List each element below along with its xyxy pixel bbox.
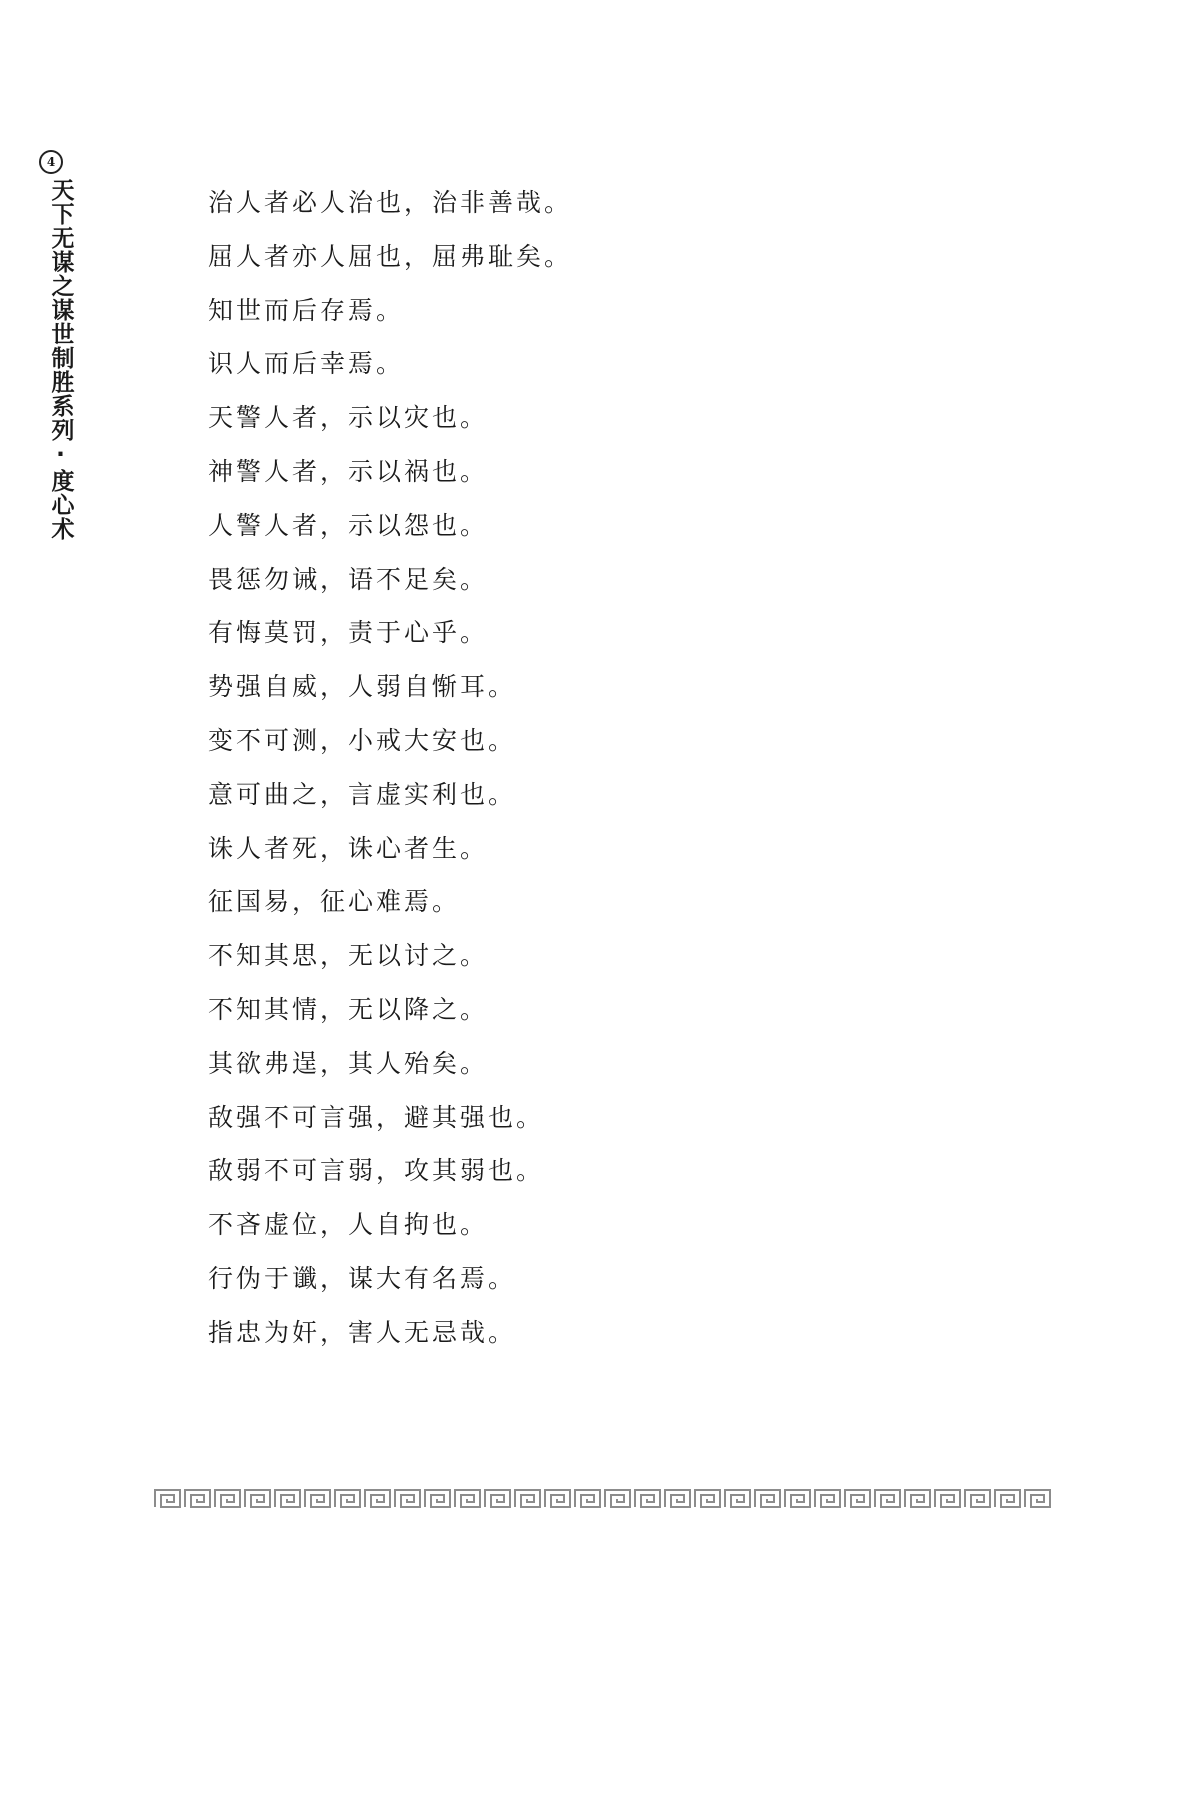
fret-unit <box>845 1490 870 1507</box>
fret-unit <box>515 1490 540 1507</box>
verse-line: 识人而后幸焉。 <box>208 349 405 379</box>
fret-unit <box>275 1490 300 1507</box>
verse-line: 变不可测，小戒大安也。 <box>208 725 517 755</box>
verse-line: 敌强不可言强，避其强也。 <box>208 1102 545 1132</box>
page-number: 4 <box>39 150 63 174</box>
fret-unit <box>545 1490 570 1507</box>
fret-unit <box>1025 1490 1050 1507</box>
verse-line: 知世而后存焉。 <box>208 295 405 325</box>
verse-line: 治人者必人治也，治非善哉。 <box>208 188 573 217</box>
verse-line: 势强自威，人弱自惭耳。 <box>208 672 517 702</box>
series-title: 天下无谋之谋世制胜系列·度心术 <box>47 178 74 541</box>
verse-line: 屈人者亦人屈也，屈弗耻矣。 <box>208 241 573 271</box>
verse-line: 指忠为奸，害人无忌哉。 <box>208 1317 517 1347</box>
fret-unit <box>455 1490 480 1507</box>
fret-unit <box>905 1490 930 1507</box>
decorative-fret-border <box>153 1487 1073 1511</box>
verse-list <box>208 176 572 1360</box>
running-header <box>34 150 74 541</box>
fret-unit <box>335 1490 360 1507</box>
fret-unit <box>485 1490 510 1507</box>
fret-unit <box>725 1490 750 1507</box>
fret-unit <box>815 1490 840 1507</box>
fret-unit <box>575 1490 600 1507</box>
verse-line: 征国易，征心难焉。 <box>208 887 461 917</box>
fret-unit <box>305 1490 330 1507</box>
fret-unit <box>605 1490 630 1507</box>
verse-line: 不吝虚位，人自拘也。 <box>208 1210 489 1240</box>
fret-pattern <box>155 1490 1050 1507</box>
verse-line: 不知其情，无以降之。 <box>208 994 489 1024</box>
verse-line: 有悔莫罚，责于心乎。 <box>208 618 489 648</box>
fret-unit <box>695 1490 720 1507</box>
verse-line: 行伪于谶，谋大有名焉。 <box>208 1263 517 1293</box>
fret-unit <box>395 1490 420 1507</box>
fret-unit <box>965 1490 990 1507</box>
verse-line: 神警人者，示以祸也。 <box>208 456 489 486</box>
fret-unit <box>935 1490 960 1507</box>
fret-unit <box>215 1490 240 1507</box>
verse-line: 天警人者，示以灾也。 <box>208 403 489 433</box>
fret-unit <box>155 1490 180 1507</box>
fret-unit <box>635 1490 660 1507</box>
fret-unit <box>185 1490 210 1507</box>
fret-unit <box>665 1490 690 1507</box>
fret-unit <box>995 1490 1020 1507</box>
fret-unit <box>365 1490 390 1507</box>
verse-line: 诛人者死，诛心者生。 <box>208 833 489 863</box>
fret-unit <box>875 1490 900 1507</box>
verse-line: 敌弱不可言弱，攻其弱也。 <box>208 1156 545 1186</box>
verse-line: 人警人者，示以怨也。 <box>208 510 489 540</box>
fret-unit <box>245 1490 270 1507</box>
verse-line: 其欲弗逞，其人殆矣。 <box>208 1048 489 1078</box>
fret-unit <box>755 1490 780 1507</box>
fret-unit <box>785 1490 810 1507</box>
verse-line: 不知其思，无以讨之。 <box>208 941 489 971</box>
fret-unit <box>425 1490 450 1507</box>
verse-line: 畏惩勿诫，语不足矣。 <box>208 564 489 594</box>
verse-line: 意可曲之，言虚实利也。 <box>208 779 517 809</box>
